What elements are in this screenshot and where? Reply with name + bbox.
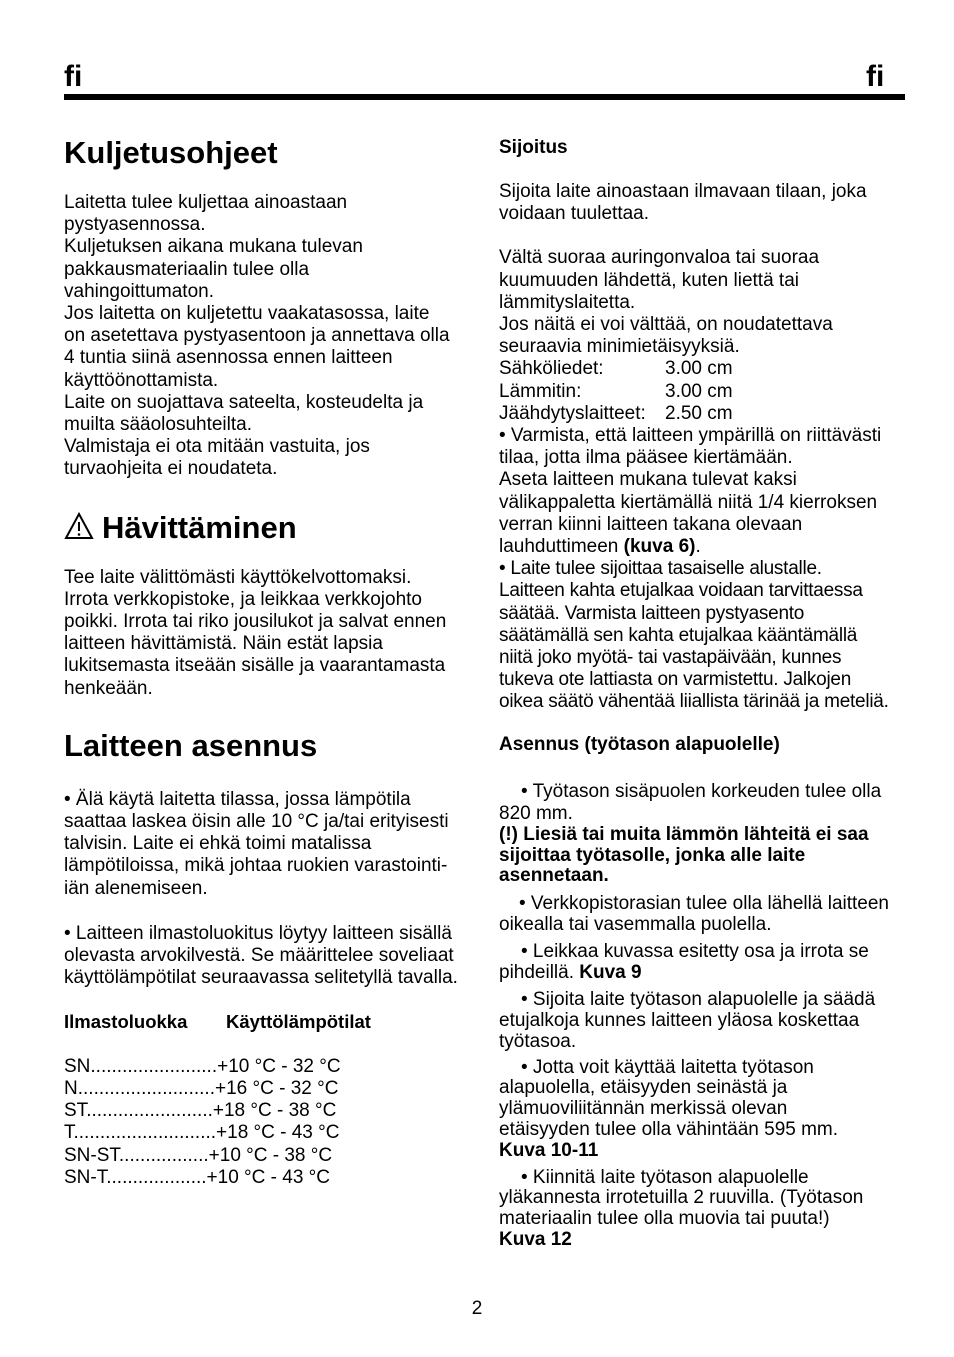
transport-text: Laitetta tulee kuljettaa ainoastaan pystyasennossa. Kuljetuksen aikana mukana tulevan pakkausmateriaalin tulee olla vahingoittumaton. Jos laitetta on kuljetettu vaakatasossa, laite on asetettava pystyasentoon ja annettava olla 4 tuntia siinä asennossa ennen laitteen käyttöönottamista. Laite on suojattava sateelta, kosteudelta ja muilta sääolosuhteilta. Valmistaja ei ota mitään vastuita, jos turvaohjeita ei noudateta. [64, 192, 450, 480]
climate-range: +10 °C - 43 °C [206, 1166, 330, 1188]
figure-ref: (kuva 6) [623, 536, 696, 558]
install-bullet-climate-class: • Laitteen ilmastoluokitus löytyy laitteen sisällä olevasta arvokilvestä. Se määrittelee soveliaat käyttölämpötilat seuraavassa selitetyllä tavalla. [64, 922, 458, 989]
distance-value: 3.00 cm [665, 358, 733, 380]
placement-spacers [499, 425, 909, 558]
spacers-end: . [695, 536, 701, 558]
distance-value: 3.00 cm [665, 380, 733, 402]
climate-class: SN [64, 1055, 91, 1077]
leader-dots: ........................... [73, 1122, 217, 1144]
language-code-left: fi [64, 60, 83, 93]
climate-row [64, 1056, 479, 1078]
socket-text-2: oikealla tai vasemmalla puolella. [499, 913, 772, 935]
distance-value: 2.50 cm [665, 402, 733, 424]
right-column [499, 135, 909, 1251]
position-text: • Sijoita laite työtason alapuolelle ja säädä [521, 988, 876, 1010]
figure-ref: Kuva 10-11 [499, 1139, 599, 1161]
climate-table-header [64, 1011, 479, 1033]
cut-text-2: pihdeillä. [499, 961, 580, 983]
cut-text: • Leikkaa kuvassa esitetty osa ja irrota se [521, 940, 869, 962]
placement-title: Sijoitus [499, 137, 568, 158]
climate-row [64, 1078, 479, 1100]
undercounter-fasten [499, 1168, 909, 1251]
climate-range: +18 °C - 43 °C [216, 1122, 340, 1144]
figure-ref: Kuva 9 [579, 961, 642, 983]
distance-label: Jäähdytyslaitteet: [499, 402, 646, 424]
undercounter-title: Asennus (työtason alapuolelle) [499, 733, 780, 755]
install-bullet-temperature: • Älä käytä laitetta tilassa, jossa lämpötila saattaa laskea öisin alle 10 °C ja/tai erityisesti talvisin. Laite ei ehkä toimi matalissa lämpötiloissa, mikä johtaa ruokien varastointi- iän alenemiseen. [64, 788, 449, 899]
transport-title: Kuljetusohjeet [64, 135, 278, 170]
climate-class: SN-ST [64, 1144, 119, 1166]
language-code-right: fi [866, 60, 885, 93]
climate-range: +10 °C - 38 °C [208, 1144, 333, 1166]
fasten-text: • Kiinnitä laite työtason alapuolelle [521, 1166, 809, 1188]
climate-range: +16 °C - 32 °C [214, 1077, 339, 1099]
leader-dots: ................... [106, 1166, 207, 1188]
leader-dots: .......................... [77, 1077, 215, 1099]
climate-row [64, 1100, 479, 1122]
climate-row [64, 1145, 479, 1167]
install-title: Laitteen asennus [64, 727, 318, 763]
undercounter-height [499, 781, 909, 825]
distance-table [499, 358, 909, 425]
header-rule [64, 94, 905, 100]
leader-dots: ................. [118, 1144, 209, 1166]
distance-text: • Jotta voit käyttää laitetta työtason [521, 1056, 814, 1078]
climate-table [64, 1056, 479, 1189]
disposal-text: Tee laite välittömästi käyttökelvottomaksi. Irrota verkkopistoke, ja leikkaa verkkojohto poikki. Irrota tai riko jousilukot ja salvat ennen laitteen hävittämistä. Näin estät lapsia lukitsemasta itseään sisälle ja vaarantamasta henkeään. [64, 566, 447, 699]
climate-row [64, 1122, 479, 1144]
undercounter-warning: (!) Liesiä tai muita lämmön lähteitä ei saa sijoittaa työtasolle, jonka alle laite asennetaan. [499, 824, 869, 887]
placement-levelling: • Laite tulee sijoittaa tasaiselle alustalle. Laitteen kahta etujalkaa voidaan tarvittaessa säätää. Varmista laitteen pystyasento säätämällä sen kahta etujalkaa kääntämällä niitä joko myötä- tai vastapäivään, kunnes tukeva ote lattiasta on varmistettu. Jalkojen oikea säätö vähentää liiallista tärinää ja meteliä. [499, 558, 889, 713]
distance-label: Sähköliedet: [499, 358, 604, 380]
height-text: • Työtason sisäpuolen korkeuden tulee olla [521, 780, 882, 802]
left-column [64, 135, 479, 1189]
climate-col-temperature: Käyttölämpötilat [226, 1011, 371, 1033]
climate-range: +18 °C - 38 °C [212, 1100, 337, 1122]
climate-class: N [64, 1077, 78, 1099]
undercounter-socket [499, 893, 909, 935]
undercounter-distance [499, 1058, 909, 1162]
height-value: 820 mm. [499, 802, 573, 824]
page-number: 2 [471, 1298, 483, 1319]
leader-dots: ........................ [86, 1100, 213, 1122]
disposal-title [64, 510, 479, 546]
climate-class: ST [64, 1100, 87, 1122]
socket-text: • Verkkopistorasian tulee olla lähellä laitteen [519, 892, 889, 914]
fasten-text-2: yläkannesta irrotetuilla 2 ruuvilla. (Työtason materiaalin tulee olla muovia tai puuta!) [499, 1187, 864, 1230]
undercounter-position [499, 989, 909, 1052]
disposal-title-text: Hävittäminen [102, 509, 297, 545]
distance-label: Lämmitin: [499, 380, 582, 402]
spacers-text: • Varmista, että laitteen ympärillä on riittävästi tilaa, jotta ilma pääsee kiertämään. Aseta laitteen mukana tulevat kaksi välikappaletta kiertämällä niitä 1/4 kierroksen verran kiinni laitteen takana olevaan lauhduttimeen [499, 425, 882, 558]
climate-range: +10 °C - 32 °C [217, 1055, 341, 1077]
climate-class: SN-T [64, 1166, 107, 1188]
climate-row [64, 1167, 479, 1189]
placement-ventilation: Sijoita laite ainoastaan ilmavaan tilaan, joka voidaan tuulettaa. [499, 181, 867, 225]
leader-dots: ........................ [90, 1055, 218, 1077]
distance-text-2: alapuolella, etäisyyden seinästä ja ylämuoviliitännän merkissä olevan etäisyyden tulee olla vähintään 595 mm. [499, 1077, 839, 1140]
climate-class: T [64, 1122, 74, 1144]
figure-ref: Kuva 12 [499, 1228, 572, 1250]
climate-col-class: Ilmastoluokka [64, 1011, 188, 1033]
warning-triangle-icon [64, 512, 94, 540]
undercounter-cut [499, 941, 909, 983]
position-text-2: etujalkoja kunnes laitteen yläosa koskettaa työtasoa. [499, 1009, 860, 1052]
placement-heat-sources: Vältä suoraa auringonvaloa tai suoraa kuumuuden lähdettä, kuten liettä tai lämmityslaitetta. Jos näitä ei voi välttää, on noudatettava seuraavia minimietäisyyksiä. [499, 247, 833, 358]
